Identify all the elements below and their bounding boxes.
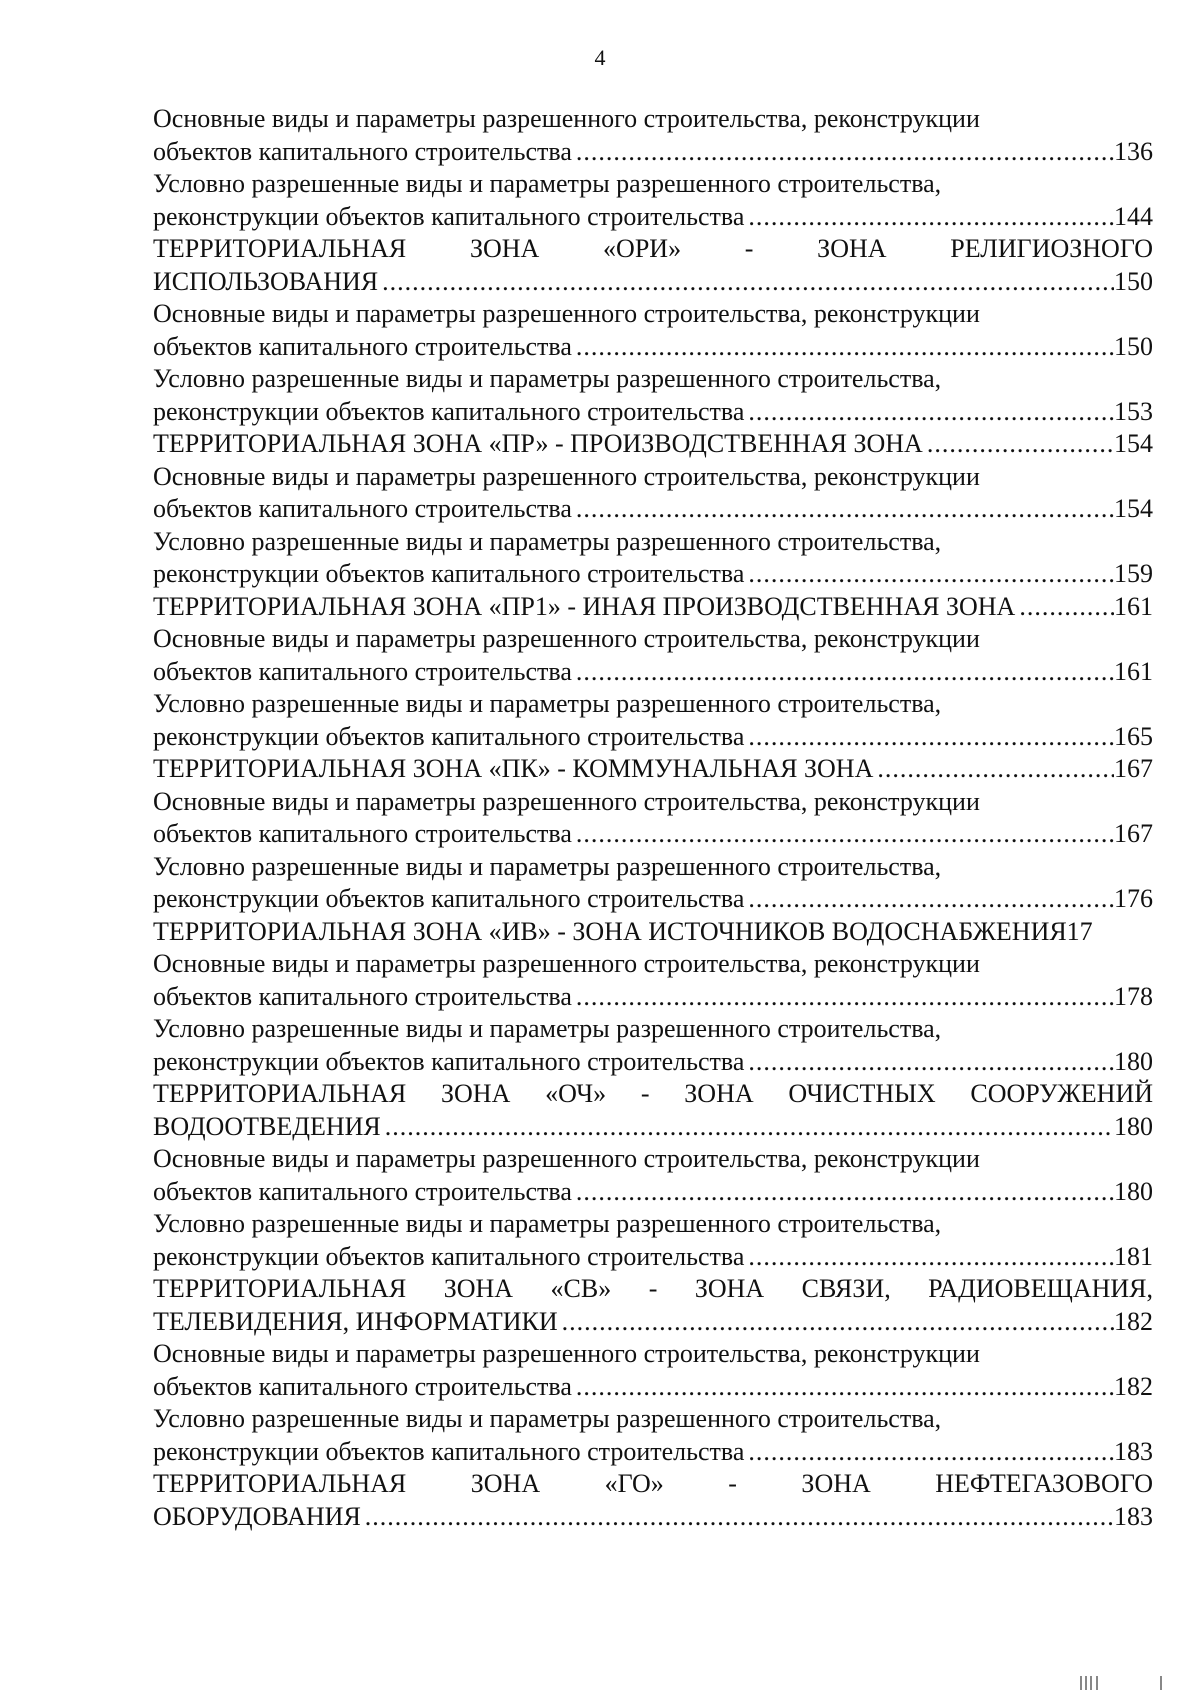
table-of-contents: [153, 103, 1153, 1533]
toc-line: [153, 558, 1153, 591]
toc-line: [153, 201, 1153, 234]
toc-entry-text: ВОДООТВЕДЕНИЯ: [153, 1111, 381, 1141]
dot-leader: [873, 753, 1114, 786]
toc-line: [153, 1306, 1153, 1339]
dot-leader: [572, 493, 1114, 526]
toc-page-number: 165: [1114, 721, 1153, 751]
toc-entry-text: реконструкции объектов капитального строительства: [153, 201, 745, 231]
toc-entry-text: объектов капитального строительства: [153, 494, 572, 523]
toc-entry-text: Основные виды и параметры разрешенного строительства, реконструкции: [153, 461, 980, 491]
toc-line: [153, 721, 1153, 754]
toc-entry-text: реконструкции объектов капитального строительства: [153, 721, 745, 751]
toc-line: [153, 1436, 1153, 1469]
toc-line: [153, 1371, 1153, 1404]
toc-line: [153, 591, 1153, 624]
toc-line: [153, 656, 1153, 689]
toc-page-number: 183: [1114, 1501, 1153, 1531]
page-number: 4: [594, 45, 606, 70]
toc-line: [153, 883, 1153, 916]
toc-line: [153, 818, 1153, 851]
toc-page-number: 180: [1114, 1176, 1153, 1206]
toc-entry-text: ТЕЛЕВИДЕНИЯ, ИНФОРМАТИКИ: [153, 1306, 558, 1336]
toc-page-number: 161: [1114, 591, 1153, 621]
toc-entry-text: реконструкции объектов капитального строительства: [153, 1046, 745, 1076]
toc-page-number: 180: [1114, 1046, 1153, 1076]
toc-entry-text: Условно разрешенные виды и параметры разрешенного строительства,: [153, 1209, 942, 1238]
dot-leader: [744, 201, 1114, 234]
toc-entry-text: ТЕРРИТОРИАЛЬНАЯ ЗОНА «ОЧ» - ЗОНА ОЧИСТНЫХ СООРУЖЕНИЙ: [153, 1079, 1153, 1108]
toc-page-number: 159: [1114, 559, 1153, 588]
toc-page-number: 144: [1114, 201, 1153, 231]
toc-entry-text: Основные виды и параметры разрешенного строительства, реконструкции: [153, 299, 980, 328]
toc-entry-text: объектов капитального строительства: [153, 981, 572, 1011]
toc-entry-text: ТЕРРИТОРИАЛЬНАЯ ЗОНА «ГО» - ЗОНА НЕФТЕГАЗОВОГО: [153, 1469, 1153, 1498]
toc-entry-text: ТЕРРИТОРИАЛЬНАЯ ЗОНА «ПР» - ПРОИЗВОДСТВЕННАЯ ЗОНА: [153, 429, 923, 458]
toc-entry-text: ТЕРРИТОРИАЛЬНАЯ ЗОНА «ОРИ» - ЗОНА РЕЛИГИОЗНОГО: [153, 234, 1153, 263]
toc-entry-text: реконструкции объектов капитального строительства: [153, 1241, 745, 1271]
toc-entry-text: Условно разрешенные виды и параметры разрешенного строительства,: [153, 851, 942, 881]
toc-line: [153, 1176, 1153, 1209]
dot-leader: [572, 1371, 1114, 1404]
dot-leader: [744, 558, 1114, 591]
toc-entry-text: реконструкции объектов капитального строительства: [153, 1436, 745, 1466]
toc-entry-text: Основные виды и параметры разрешенного строительства, реконструкции: [153, 1144, 980, 1173]
dot-leader: [744, 883, 1114, 916]
toc-entry-text: Условно разрешенные виды и параметры разрешенного строительства,: [153, 169, 942, 198]
toc-entry-text: Основные виды и параметры разрешенного строительства, реконструкции: [153, 104, 980, 133]
dot-leader: [1015, 591, 1114, 624]
dot-leader: [744, 1241, 1114, 1274]
toc-line: [153, 428, 1153, 461]
dot-leader: [572, 656, 1114, 689]
toc-entry-text: объектов капитального строительства: [153, 331, 572, 361]
toc-page-number: 182: [1114, 1306, 1153, 1336]
toc-page-number: 150: [1114, 331, 1153, 361]
toc-entry-text: реконструкции объектов капитального строительства: [153, 884, 745, 913]
toc-page-number: 150: [1114, 266, 1153, 296]
toc-line: [153, 753, 1153, 786]
toc-line: [153, 396, 1153, 429]
toc-page-number: 167: [1114, 754, 1153, 783]
toc-page-number: 180: [1114, 1111, 1153, 1141]
toc-entry-text: ТЕРРИТОРИАЛЬНАЯ ЗОНА «ПР1» - ИНАЯ ПРОИЗВОДСТВЕННАЯ ЗОНА: [153, 591, 1016, 621]
toc-entry-text: объектов капитального строительства: [153, 1371, 572, 1401]
toc-line: [153, 331, 1153, 364]
scan-artifact: [1080, 1676, 1180, 1694]
dot-leader: [572, 1176, 1114, 1209]
toc-page-number: 178: [1114, 981, 1153, 1011]
dot-leader: [361, 1501, 1114, 1534]
toc-entry-text: Основные виды и параметры разрешенного строительства, реконструкции: [153, 624, 980, 653]
toc-entry-text: Условно разрешенные виды и параметры разрешенного строительства,: [153, 689, 942, 718]
dot-leader: [744, 1436, 1114, 1469]
toc-entry-text: объектов капитального строительства: [153, 656, 572, 686]
toc-page-number: 136: [1114, 136, 1153, 166]
dot-leader: [744, 396, 1114, 429]
dot-leader: [744, 721, 1114, 754]
toc-entry-text: Условно разрешенные виды и параметры разрешенного строительства,: [153, 364, 942, 393]
toc-page-number: 153: [1114, 396, 1153, 426]
toc-page-number: 182: [1114, 1371, 1153, 1401]
toc-line: [153, 1501, 1153, 1534]
toc-page-number: 176: [1114, 884, 1153, 913]
toc-line: [153, 1046, 1153, 1079]
toc-entry-text: объектов капитального строительства: [153, 1176, 572, 1206]
toc-line: [153, 266, 1153, 299]
dot-leader: [923, 428, 1114, 461]
toc-entry-text: ТЕРРИТОРИАЛЬНАЯ ЗОНА «ПК» - КОММУНАЛЬНАЯ ЗОНА: [153, 754, 874, 783]
toc-entry-text: ТЕРРИТОРИАЛЬНАЯ ЗОНА «ИВ» - ЗОНА ИСТОЧНИКОВ ВОДОСНАБЖЕНИЯ17: [153, 916, 1093, 946]
toc-page-number: 181: [1114, 1241, 1153, 1271]
toc-entry-text: реконструкции объектов капитального строительства: [153, 396, 745, 426]
toc-entry-text: Условно разрешенные виды и параметры разрешенного строительства,: [153, 1404, 942, 1433]
toc-page-number: 154: [1114, 429, 1153, 458]
toc-line: [153, 1111, 1153, 1144]
toc-line: [153, 136, 1153, 169]
dot-leader: [572, 331, 1114, 364]
toc-entry-text: объектов капитального строительства: [153, 819, 572, 848]
dot-leader: [572, 981, 1114, 1014]
toc-line: [153, 1241, 1153, 1274]
dot-leader: [572, 818, 1114, 851]
dot-leader: [744, 1046, 1114, 1079]
toc-line: [153, 493, 1153, 526]
toc-page-number: 183: [1114, 1436, 1153, 1466]
toc-page-number: 161: [1114, 656, 1153, 686]
toc-entry-text: ИСПОЛЬЗОВАНИЯ: [153, 266, 379, 296]
dot-leader: [378, 266, 1114, 299]
toc-entry-text: реконструкции объектов капитального строительства: [153, 559, 745, 588]
toc-entry-text: Условно разрешенные виды и параметры разрешенного строительства,: [153, 526, 942, 556]
toc-entry-text: Основные виды и параметры разрешенного строительства, реконструкции: [153, 1339, 980, 1368]
toc-entry-text: ТЕРРИТОРИАЛЬНАЯ ЗОНА «СВ» - ЗОНА СВЯЗИ, РАДИОВЕЩАНИЯ,: [153, 1274, 1153, 1303]
toc-entry-text: Основные виды и параметры разрешенного строительства, реконструкции: [153, 949, 980, 978]
toc-page-number: 167: [1114, 819, 1153, 848]
toc-page-number: 154: [1114, 494, 1153, 523]
dot-leader: [381, 1111, 1114, 1144]
dot-leader: [572, 136, 1114, 169]
toc-entry-text: объектов капитального строительства: [153, 136, 572, 166]
toc-entry-text: Основные виды и параметры разрешенного строительства, реконструкции: [153, 786, 980, 816]
toc-line: [153, 981, 1153, 1014]
toc-entry-text: ОБОРУДОВАНИЯ: [153, 1501, 361, 1531]
dot-leader: [558, 1306, 1114, 1339]
toc-entry-text: Условно разрешенные виды и параметры разрешенного строительства,: [153, 1014, 942, 1043]
